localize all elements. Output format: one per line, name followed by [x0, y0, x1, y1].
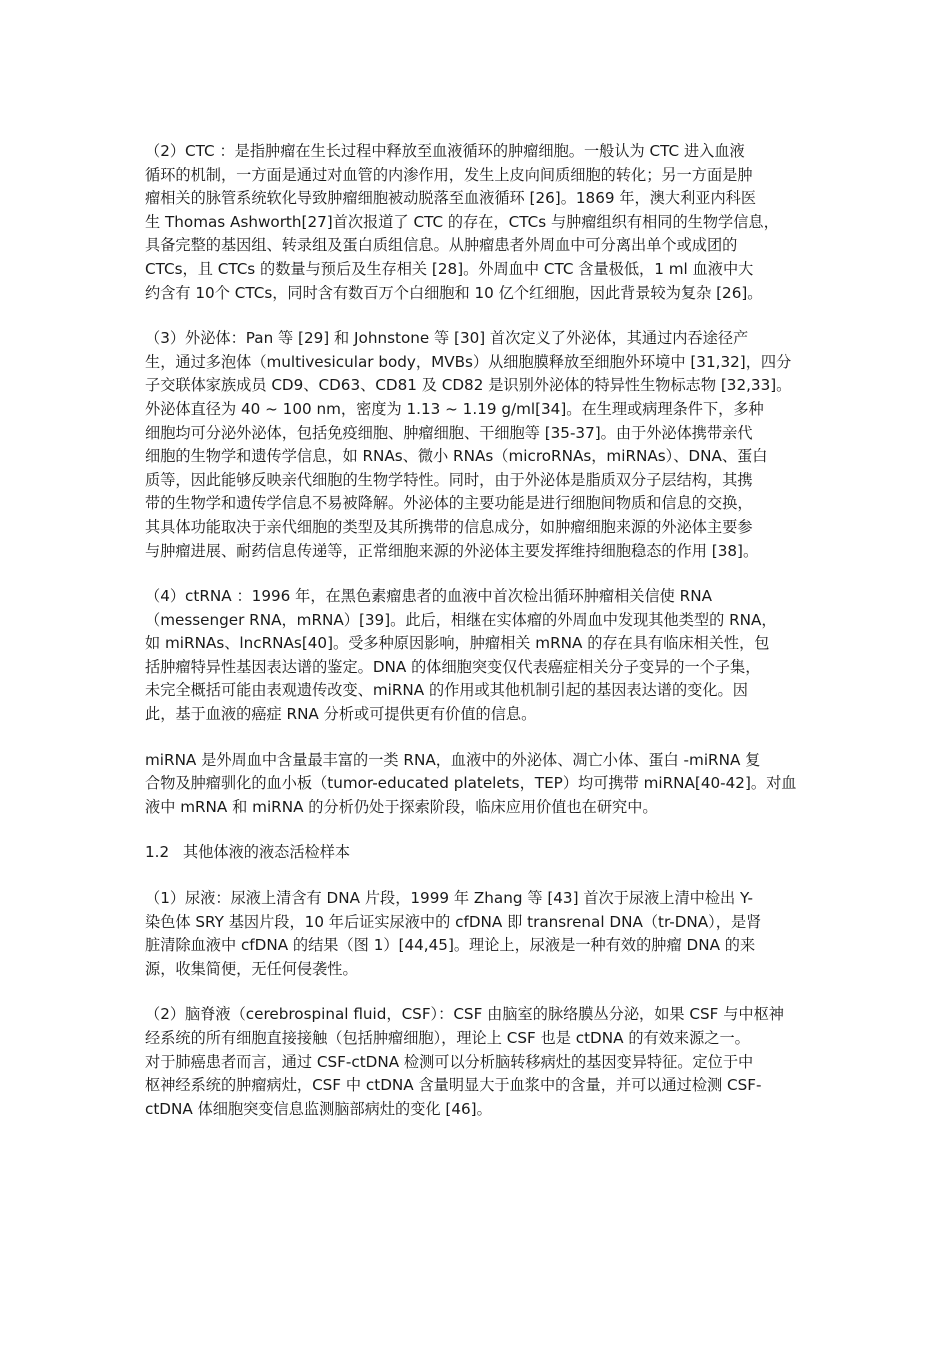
text-line: 生，通过多泡体（multivesicular body，MVBs）从细胞膜释放至细胞外环境中 [31,32]，四分: [145, 352, 792, 371]
paragraph-exosome: [145, 327, 810, 563]
text-line: 细胞的生物学和遗传学信息，如 RNAs、微小 RNAs（microRNAs，miRNAs）、DNA、蛋白: [145, 447, 768, 466]
text-line: （3）外泌体：Pan 等 [29] 和 Johnstone 等 [30] 首次定义了外泌体，其通过内吞途径产: [145, 329, 749, 348]
text-line: 对于肺癌患者而言，通过 CSF-ctDNA 检测可以分析脑转移病灶的基因变异特征。定位于中: [145, 1052, 754, 1071]
text-line: 枢神经系统的肿瘤病灶，CSF 中 ctDNA 含量明显大于血浆中的含量，并可以通过检测 CSF-: [145, 1076, 762, 1095]
paragraph-csf: [145, 1003, 810, 1121]
section-title: 其他体液的液态活检样本: [183, 843, 351, 862]
text-line: 合物及肿瘤驯化的血小板（tumor-educated platelets，TEP）均可携带 miRNA[40-42]。对血: [145, 774, 797, 793]
text-line: 具备完整的基因组、转录组及蛋白质组信息。从肿瘤患者外周血中可分离出单个或成团的: [145, 236, 738, 255]
paragraph-ctc: [145, 140, 810, 305]
text-line: 此，基于血液的癌症 RNA 分析或可提供更有价值的信息。: [145, 705, 537, 724]
text-line: 液中 mRNA 和 miRNA 的分析仍处于探索阶段，临床应用价值也在研究中。: [145, 797, 658, 816]
text-line: CTCs，且 CTCs 的数量与预后及生存相关 [28]。外周血中 CTC 含量极低，1 ml 血液中大: [145, 259, 754, 278]
text-line: 循环的机制，一方面是通过对血管的内渗作用，发生上皮向间质细胞的转化；另一方面是肿: [145, 165, 753, 184]
text-line: （1）尿液：尿液上清含有 DNA 片段，1999 年 Zhang 等 [43] 首次于尿液上清中检出 Y-: [145, 889, 753, 908]
text-line: 染色体 SRY 基因片段，10 年后证实尿液中的 cfDNA 即 transrenal DNA（tr-DNA），是肾: [145, 912, 762, 931]
text-line: 括肿瘤特异性基因表达谱的鉴定。DNA 的体细胞突变仅代表癌症相关分子变异的一个子集，: [145, 657, 761, 676]
text-line: 源，收集简便，无任何侵袭性。: [145, 959, 358, 978]
text-line: （messenger RNA，mRNA）[39]。此后，相继在实体瘤的外周血中发现其他类型的 RNA，: [145, 610, 777, 629]
document-body: [145, 140, 810, 1143]
text-line: 经系统的所有细胞直接接触（包括肿瘤细胞），理论上 CSF 也是 ctDNA 的有效来源之一。: [145, 1029, 750, 1047]
text-line: （2）CTC ：是指肿瘤在生长过程中释放至血液循环的肿瘤细胞。一般认为 CTC 进入血液: [145, 142, 745, 160]
text-line: （2）脑脊液（cerebrospinal fluid，CSF）：CSF 由脑室的脉络膜丛分泌，如果 CSF 与中枢神: [145, 1005, 784, 1024]
text-line: ctDNA 体细胞突变信息监测脑部病灶的变化 [46]。: [145, 1099, 492, 1118]
text-line: 如 miRNAs、lncRNAs[40]。受多种原因影响，肿瘤相关 mRNA 的存在具有临床相关性，包: [145, 634, 770, 653]
paragraph-urine: [145, 887, 810, 981]
text-line: 约含有 10个 CTCs，同时含有数百万个白细胞和 10 亿个红细胞，因此背景较为复杂 [26]。: [145, 283, 763, 302]
paragraph-mirna: [145, 749, 810, 820]
section-heading: [145, 841, 810, 865]
text-line: （4）ctRNA ：1996 年，在黑色素瘤患者的血液中首次检出循环肿瘤相关信使 RNA: [145, 587, 712, 606]
text-line: 其具体功能取决于亲代细胞的类型及其所携带的信息成分，如肿瘤细胞来源的外泌体主要参: [145, 517, 753, 536]
text-line: miRNA 是外周血中含量最丰富的一类 RNA，血液中的外泌体、凋亡小体、蛋白 -miRNA 复: [145, 750, 761, 769]
text-line: 质等，因此能够反映亲代细胞的生物学特性。同时，由于外泌体是脂质双分子层结构，其携: [145, 470, 753, 489]
text-line: 生 Thomas Ashworth[27]首次报道了 CTC 的存在，CTCs 与肿瘤组织有相同的生物学信息，: [145, 212, 779, 231]
paragraph-ctrna: [145, 585, 810, 727]
text-line: 细胞均可分泌外泌体，包括免疫细胞、肿瘤细胞、干细胞等 [35-37]。由于外泌体携带亲代: [145, 423, 753, 442]
text-line: 脏清除血液中 cfDNA 的结果（图 1）[44,45]。理论上，尿液是一种有效的肿瘤 DNA 的来: [145, 936, 756, 955]
text-line: 未完全概括可能由表观遗传改变、miRNA 的作用或其他机制引起的基因表达谱的变化。因: [145, 681, 748, 700]
section-number: 1.2: [145, 843, 170, 862]
text-line: 带的生物学和遗传学信息不易被降解。外泌体的主要功能是进行细胞间物质和信息的交换，: [145, 494, 753, 513]
text-line: 与肿瘤进展、耐药信息传递等，正常细胞来源的外泌体主要发挥维持细胞稳态的作用 [38]。: [145, 541, 759, 560]
text-line: 子交联体家族成员 CD9、CD63、CD81 及 CD82 是识别外泌体的特异性生物标志物 [32,33]。: [145, 376, 792, 395]
text-line: 外泌体直径为 40 ~ 100 nm，密度为 1.13 ~ 1.19 g/ml[34]。在生理或病理条件下，多种: [145, 399, 764, 418]
text-line: 瘤相关的脉管系统软化导致肿瘤细胞被动脱落至血液循环 [26]。1869 年，澳大利亚内科医: [145, 189, 757, 208]
